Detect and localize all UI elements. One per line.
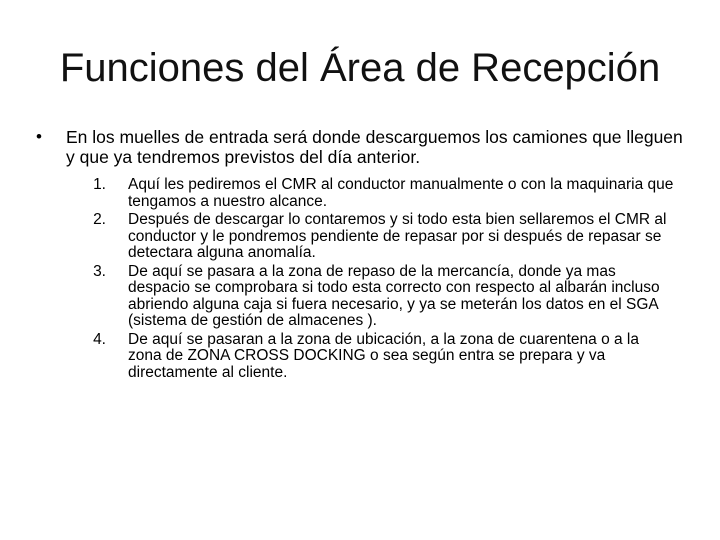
list-number: 2. <box>93 211 106 228</box>
list-item-text: Aquí les pediremos el CMR al conductor manualmente o con la maquinaria que tengamos a nuestro alcance. <box>128 176 674 210</box>
main-bullet <box>36 127 686 167</box>
list-item-text: De aquí se pasara a la zona de repaso de la mercancía, donde ya mas despacio se comprobara si todo esta correcto con respecto al albarán incluso abriendo alguna caja si fuera necesario, y ya se meterán los datos en el SGA (sistema de gestión de almacenes ). <box>128 262 660 329</box>
list-number: 3. <box>93 262 106 280</box>
numbered-list <box>78 177 674 381</box>
list-item-text: De aquí se pasaran a la zona de ubicación, a la zona de cuarentena o a la zona de ZONA CROSS DOCKING o sea según entra se prepara y va directamente al cliente. <box>128 330 640 381</box>
list-number: 4. <box>93 330 106 348</box>
bullet-dot-icon: • <box>36 127 42 146</box>
list-item <box>78 332 674 382</box>
list-item <box>78 177 674 210</box>
main-bullet-text: En los muelles de entrada será donde descarguemos los camiones que lleguen y que ya tendremos previstos del día anterior. <box>66 127 683 167</box>
slide-title: Funciones del Área de Recepción <box>59 46 661 90</box>
list-item <box>78 264 674 330</box>
list-item-text: Después de descargar lo contaremos y si todo esta bien sellaremos el CMR al conductor y le pondremos pendiente de repasar por si después de repasar se detectara alguna anomalía. <box>128 211 667 261</box>
list-number: 1. <box>93 176 106 193</box>
slide-content <box>36 127 686 383</box>
list-item <box>78 212 674 262</box>
